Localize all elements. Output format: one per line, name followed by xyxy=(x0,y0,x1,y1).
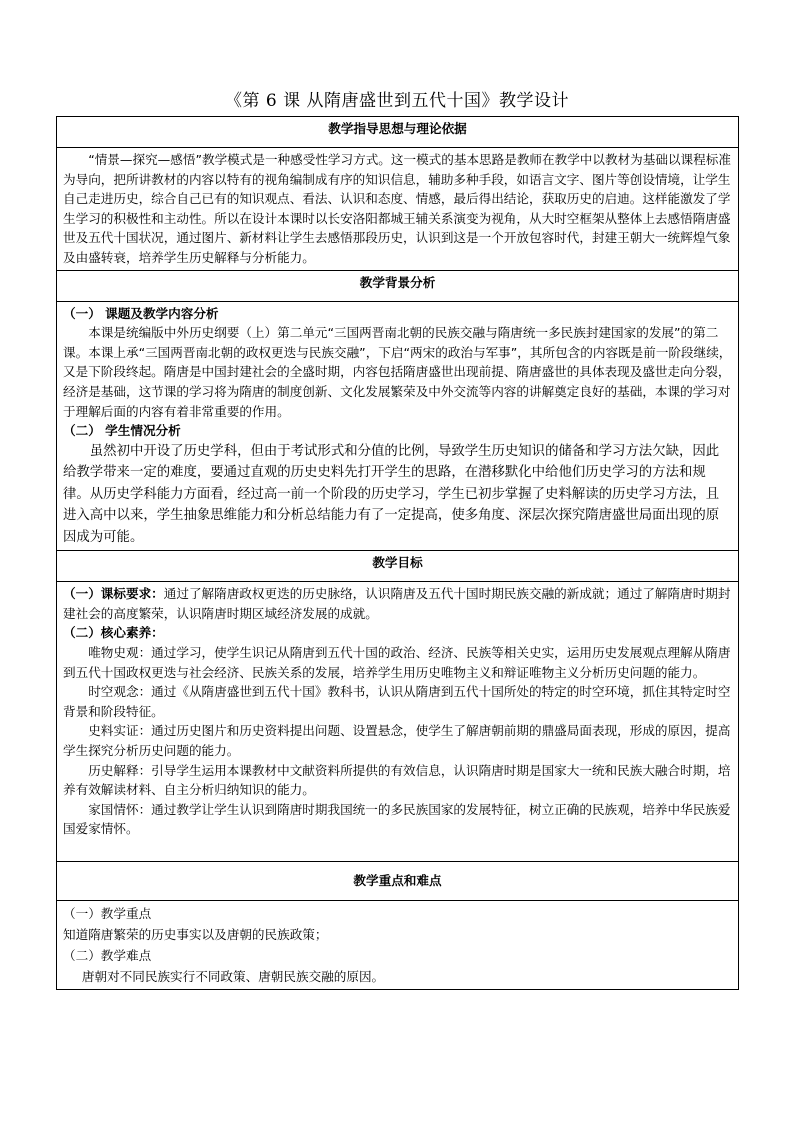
section-background-body xyxy=(57,301,739,551)
blank-spacer xyxy=(63,839,732,859)
section-guiding-ideology-header-row xyxy=(57,117,739,148)
objective-item: 历史解释：引导学生运用本课教材中文献资料所提供的有效信息，认识隋唐时期是国家大一统和民族大融合时期，培养有效解读材料、自主分析归纳知识的能力。 xyxy=(63,762,731,798)
curriculum-requirement-text: 通过了解隋唐政权更迭的历史脉络，认识隋唐及五代十国时期民族交融的新成就；通过了解隋唐时期封建社会的高度繁荣，认识隋唐时期区域经济发展的成就。 xyxy=(63,586,731,621)
section-background-body-row xyxy=(57,301,739,551)
section-key-points-header-row xyxy=(57,861,739,900)
section-heading-key-points: 教学重点和难点 xyxy=(57,861,739,900)
section-guiding-ideology-body-row xyxy=(57,148,739,271)
section-heading-objectives: 教学目标 xyxy=(57,551,739,582)
key-points-text: 知道隋唐繁荣的历史事实以及唐朝的民族政策； xyxy=(63,926,328,942)
curriculum-requirement xyxy=(63,584,732,623)
difficulty-text: 唐朝对不同民族实行不同政策、唐朝民族交融的原因。 xyxy=(81,968,385,984)
objective-item: 时空观念：通过《从隋唐盛世到五代十国》教科书，认识从隋唐到五代十国所处的特定的时空环境，抓住其特定时空背景和阶段特征。 xyxy=(63,684,731,719)
guiding-ideology-paragraph: “情景—探究—感悟”教学模式是一种感受性学习方式。这一模式的基本思路是教师在教学中以教材为基础以课程标准为导向，把所讲教材的内容以特有的视角编制成有序的知识信息，辅助多种手段，如语言文字、图片等创设情境，让学生自己走进历史，综合自己已有的知识观点、看法、认识和态度、情感，最后得出结论，获取历史的启迪。这样能激发了学生学习的积极性和主动性。所以在设计本课时以长安洛阳都城王辅关系演变为视角，从大时空框架从整体上去感悟隋唐盛世及五代十国状况，通过图片、新材料让学生去感悟那段历史，认识到这是一个开放包容时代，封建王朝大一统辉煌气象及由盛转衰，培养学生历史解释与分析能力。 xyxy=(63,152,731,265)
key-points-title: （一）教学重点 xyxy=(63,905,152,921)
content-analysis-paragraph: 本课是统编版中外历史纲要（上）第二单元“三国两晋南北朝的民族交融与隋唐统一多民族封建国家的发展”的第二课。本课上承“三国两晋南北朝的政权更迭与民族交融”，下启“两宋的政治与军事”，其所包含的内容既是前一阶段继续，又是下阶段终起。隋唐是中国封建社会的全盛时期，内容包括隋唐盛世出现前提、隋唐盛世的具体表现及盛世走向分裂，经济是基础，这节课的学习将为隋唐的制度创新、文化发展繁荣及中外交流等内容的讲解奠定良好的基础，本课的学习对于理解后面的内容有着非常重要的作用。 xyxy=(63,325,732,419)
student-analysis-paragraph: 虽然初中开设了历史学科，但由于考试形式和分值的比例，导致学生历史知识的储备和学习方法欠缺，因此给教学带来一定的难度，要通过直观的历史史料先打开学生的思路，在潜移默化中给他们历史学习的方法和规律。从历史学科能力方面看，经过高一前一个阶段的历史学习，学生已初步掌握了史料解读的历史学习方法，且进入高中以来，学生抽象思维能力和分析总结能力有了一定提高，使多角度、深层次探究隋唐盛世局面出现的原因成为可能。 xyxy=(63,443,720,545)
section-guiding-ideology-body xyxy=(57,148,739,271)
subheading-content-analysis: （一） 课题及教学内容分析 xyxy=(63,305,219,321)
section-background-header-row xyxy=(57,270,739,301)
section-objectives-header-row xyxy=(57,551,739,582)
section-objectives-body xyxy=(57,582,739,862)
section-key-points-body-row xyxy=(57,900,739,989)
curriculum-requirement-label: （一）课标要求： xyxy=(63,586,164,602)
difficulty-title: （二）教学难点 xyxy=(63,947,152,963)
lesson-plan-table xyxy=(56,116,739,990)
section-key-points-body xyxy=(57,900,739,989)
subheading-student-analysis: （二） 学生情况分析 xyxy=(63,423,181,439)
document-title: 《第 6 课 从隋唐盛世到五代十国》教学设计 xyxy=(224,91,570,111)
section-objectives-body-row xyxy=(57,582,739,862)
section-heading-guiding-ideology: 教学指导思想与理论依据 xyxy=(57,117,739,148)
core-literacy-label: （二）核心素养： xyxy=(63,625,164,641)
objective-item: 史料实证：通过历史图片和历史资料提出问题、设置悬念，使学生了解唐朝前期的鼎盛局面表现，形成的原因，提高学生探究分析历史问题的能力。 xyxy=(63,723,731,758)
objective-item: 家国情怀：通过教学让学生认识到隋唐时期我国统一的多民族国家的发展特征，树立正确的民族观，培养中华民族爱国爱家情怀。 xyxy=(63,801,731,837)
objective-item: 唯物史观：通过学习，使学生识记从隋唐到五代十国的政治、经济、民族等相关史实，运用历史发展观点理解从隋唐到五代十国政权更迭与社会经济、民族关系的发展，培养学生用历史唯物主义和辩证唯物主义分析历史问题的能力。 xyxy=(63,645,731,680)
section-heading-background: 教学背景分析 xyxy=(57,270,739,301)
